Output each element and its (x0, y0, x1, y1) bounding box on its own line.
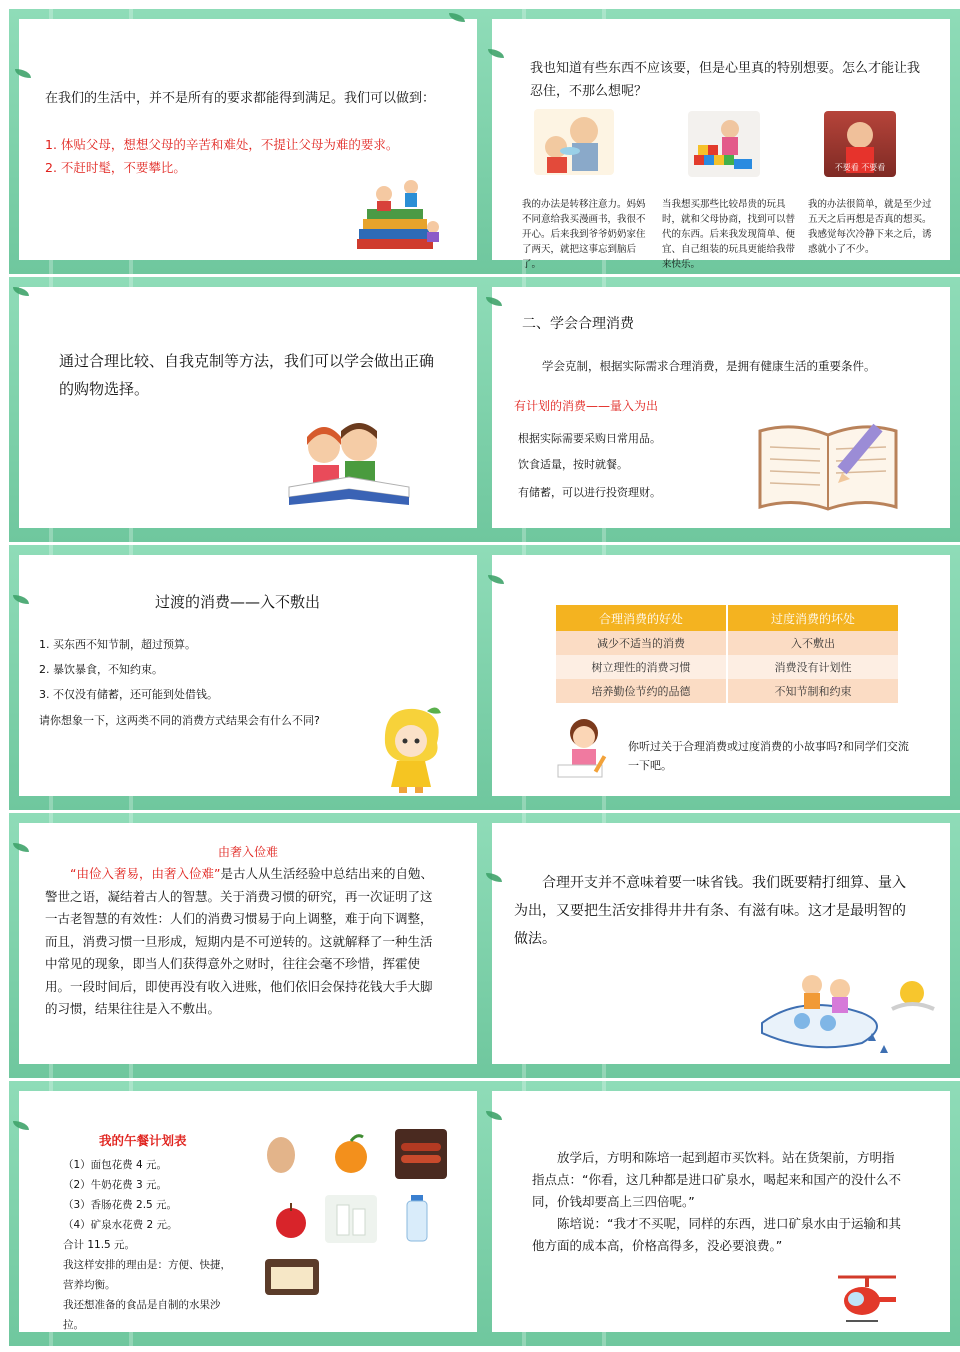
method-3-text: 我的办法很简单，就是至少过五天之后再想是否真的想买。我感觉每次冷静下来之后，诱惑就小了不少。 (808, 199, 932, 255)
comparison-table (556, 605, 898, 703)
story-body (45, 863, 437, 1021)
planned-item-2: 饮食适量，按时就餐。 (518, 458, 628, 471)
dialogue-paragraph-1: 放学后，方明和陈培一起到超市买饮料。站在货架前，方明指指点点：“你看，这几种都是进口矿泉水，喝起来和国产的没什么不同，价钱却要高上三四倍呢。” (532, 1150, 901, 1209)
slide-6-content (492, 555, 950, 796)
girl-writing-illustration (552, 715, 616, 781)
slide-4 (482, 277, 960, 542)
table-cell: 减少不适当的消费 (556, 631, 727, 655)
children-reading-book-illustration (279, 417, 419, 517)
lunch-plan-title: 我的午餐计划表 (99, 1133, 187, 1148)
table-cell: 树立理性的消费习惯 (556, 655, 727, 679)
planned-consumption-title: 有计划的消费——量入为出 (514, 399, 659, 413)
slide-1-point-2: 2. 不赶时髦，不要攀比。 (45, 160, 186, 175)
slide-5 (9, 545, 487, 810)
planned-item-1: 根据实际需要采购日常用品。 (518, 432, 661, 445)
slide-3 (9, 277, 487, 542)
bread-icon (265, 1259, 319, 1295)
table-cell: 消费没有计划性 (727, 655, 898, 679)
photo-caption: 不要看 不要看 (834, 163, 886, 172)
planned-item-3: 有储蓄，可以进行投资理财。 (518, 486, 661, 499)
slide-8 (482, 813, 960, 1078)
lunch-item-bread: （1）面包花费 4 元。 (63, 1159, 168, 1171)
lunch-extra: 我还想准备的食品是自制的水果沙拉。 (63, 1299, 221, 1331)
slide-1-intro: 在我们的生活中，并不是所有的要求都能得到满足。我们可以做到： (45, 91, 436, 106)
slide-10-content (492, 1091, 950, 1332)
method-2-text: 当我想买那些比较昂贵的玩具时，就和父母协商，找到可以替代的东西。后来我发现简单、便宜、自己组装的玩具更能给我带来快乐。 (662, 199, 796, 270)
table-cell: 培养勤俭节约的品德 (556, 679, 727, 703)
lemon-girl-illustration (375, 703, 445, 795)
lunch-total: 合计 11.5 元。 (63, 1239, 136, 1251)
column-header-harms: 过度消费的坏处 (727, 605, 898, 631)
lunch-item-milk: （2）牛奶花费 3 元。 (63, 1179, 168, 1191)
imagine-question: 请你想象一下，这两类不同的消费方式结果会有什么不同? (39, 714, 320, 727)
orange-icon (325, 1129, 377, 1179)
slide-9 (9, 1081, 487, 1346)
lunch-item-sausage: （3）香肠花费 2.5 元。 (63, 1199, 178, 1211)
girl-with-building-blocks-photo (688, 111, 760, 177)
column-header-benefits: 合理消费的好处 (556, 605, 727, 631)
slide-7 (9, 813, 487, 1078)
milk-icon (325, 1195, 377, 1243)
lunch-item-water: （4）矿泉水花费 2 元。 (63, 1219, 178, 1231)
story-text: 是古人从生活经验中总结出来的自勉、警世之语，凝结着古人的智慧。关于消费习惯的研究，再一次证明了这一古老智慧的有效性：人们的消费习惯易于向上调整，难于向下调整，而且，消费习惯一旦形成，短期内是不可逆转的。这就解释了一种生活中常见的现象，即当人们获得意外之财时，往往会毫不珍惜，挥霍使用。一段时间后，即使再没有收入进账，他们依旧会保持花钱大手大脚的习惯，结果往往是入不敷出。 (45, 866, 433, 1016)
grandparents-and-child-illustration (534, 109, 614, 175)
excess-item-3: 3. 不仅没有储蓄，还可能到处借钱。 (39, 688, 218, 701)
slide-8-text: 合理开支并不意味着要一味省钱。我们既要精打细算、量入为出，又要把生活安排得井井有条、有滋有味。这才是最明智的做法。 (514, 875, 906, 947)
method-1-text: 我的办法是转移注意力。妈妈不同意给我买漫画书，我很不开心。后来我到爷爷奶奶家住了两天，就把这事忘到脑后了。 (522, 199, 646, 270)
section-heading: 二、学会合理消费 (522, 316, 634, 332)
slide-10 (482, 1081, 960, 1346)
apple-icon (265, 1195, 317, 1243)
table-cell: 不知节制和约束 (727, 679, 898, 703)
slide-1 (9, 9, 487, 274)
slide-1-point-1: 1. 体贴父母，想想父母的辛苦和难处，不提让父母为难的要求。 (45, 137, 399, 152)
story-title: 由奢入俭难 (217, 845, 278, 859)
lunch-reason: 我这样安排的理由是：方便、快捷，营养均衡。 (63, 1259, 231, 1291)
sausage-icon (395, 1129, 447, 1179)
table-cell: 入不敷出 (727, 631, 898, 655)
table-row (556, 655, 898, 679)
dialogue-paragraph-2: 陈培说：“我才不买呢，同样的东西，进口矿泉水由于运输和其他方面的成本高，价格高得多，没必要浪费。” (532, 1216, 901, 1253)
slide-6 (482, 545, 960, 810)
slide-9-content (19, 1091, 477, 1332)
slide-1-content (19, 19, 477, 260)
open-notebook-pencil-illustration (754, 417, 904, 513)
discussion-prompt: 你听过关于合理消费或过度消费的小故事吗?和同学们交流一下吧。 (628, 740, 909, 772)
slide-8-content (492, 823, 950, 1064)
slide-5-content (19, 555, 477, 796)
table-row (556, 679, 898, 703)
slide-7-content (19, 823, 477, 1064)
slide-3-content (19, 287, 477, 528)
egg-icon (255, 1129, 307, 1179)
slide-2-content (492, 19, 950, 270)
slide-3-text: 通过合理比较、自我克制等方法，我们可以学会做出正确的购物选择。 (59, 352, 435, 398)
proverb-quote: “由俭入奢易，由奢入俭难” (70, 866, 221, 881)
helicopter-illustration (832, 1269, 902, 1329)
slide-2 (482, 9, 960, 274)
kids-on-rocket-illustration (742, 963, 942, 1063)
section-intro: 学会克制，根据实际需求合理消费，是拥有健康生活的重要条件。 (542, 359, 876, 373)
slide-2-question: 我也知道有些东西不应该要，但是心里真的特别想要。怎么才能让我忍住，不那么想呢？ (530, 61, 921, 99)
child-covering-eyes-photo (824, 111, 896, 177)
excess-item-2: 2. 暴饮暴食，不知约束。 (39, 663, 163, 676)
water-bottle-icon (397, 1191, 437, 1245)
kids-reading-books-illustration (349, 169, 449, 264)
excess-item-1: 1. 买东西不知节制，超过预算。 (39, 638, 196, 651)
excess-consumption-title: 过渡的消费——入不敷出 (155, 593, 321, 611)
slide-4-content (492, 287, 950, 528)
table-row (556, 631, 898, 655)
